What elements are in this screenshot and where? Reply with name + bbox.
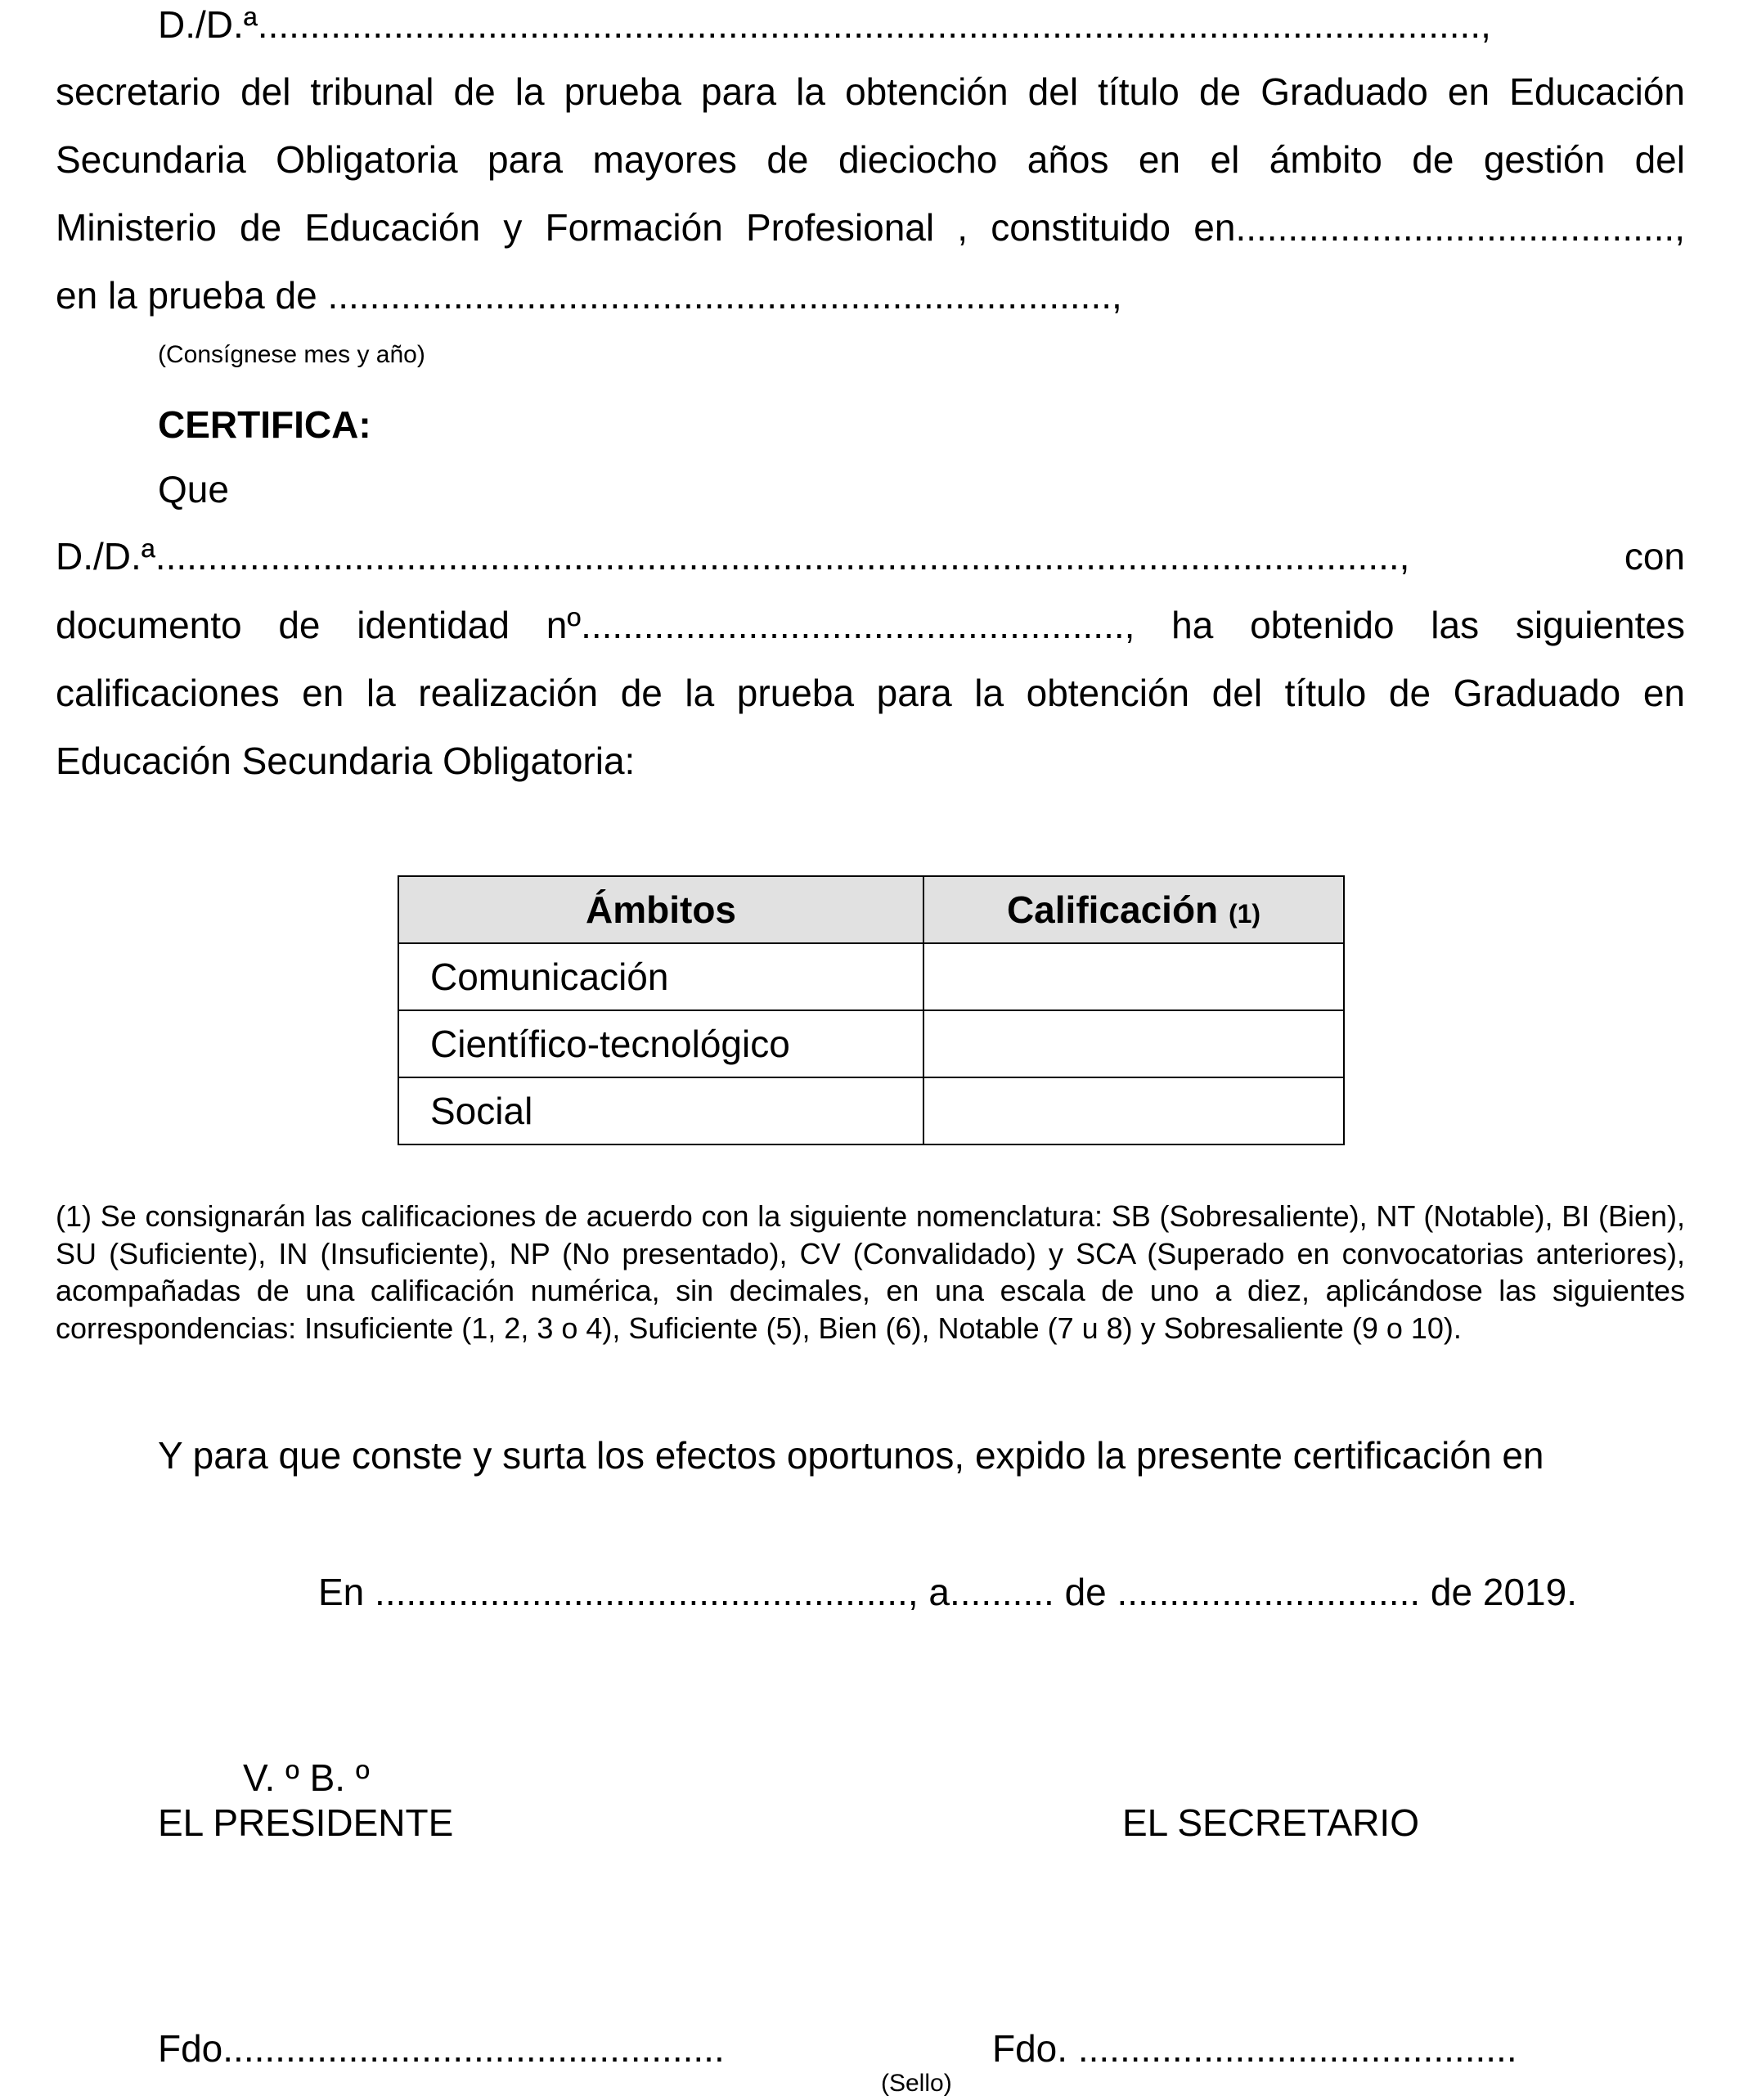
president-label: EL PRESIDENTE xyxy=(158,1801,454,1844)
ambito-cell: Comunicación xyxy=(398,943,923,1010)
header-footnote-ref: (1) xyxy=(1228,899,1261,929)
secretary-signature-line: Fdo. .......................................... xyxy=(992,2027,1517,2070)
certifica-heading: CERTIFICA: xyxy=(158,403,371,446)
ambito-cell: Social xyxy=(398,1077,923,1144)
certifica-line-4: Educación Secundaria Obligatoria: xyxy=(56,740,636,782)
header-calificacion xyxy=(923,876,1344,943)
header-line-4: Ministerio de Educación y Formación Profesional , constituido en.........................................., xyxy=(56,206,1685,249)
table-row xyxy=(398,943,1344,1010)
certifica-line-2: documento de identidad nº...................................................., ha obtenido las siguientes xyxy=(56,604,1685,646)
header-line-3: Secundaria Obligatoria para mayores de dieciocho años en el ámbito de gestión del xyxy=(56,138,1685,181)
date-hint: (Consígnese mes y año) xyxy=(158,341,425,368)
certifica-line-3: calificaciones en la realización de la prueba para la obtención del título de Graduado en xyxy=(56,672,1685,714)
calificacion-cell xyxy=(923,943,1344,1010)
president-signature-line: Fdo................................................ xyxy=(158,2027,725,2070)
table-header-row xyxy=(398,876,1344,943)
certifica-line-1: D./D.ª......................................................................................................................., con xyxy=(56,535,1685,578)
header-line-2: secretario del tribunal de la prueba para la obtención del título de Graduado en Educación xyxy=(56,70,1685,113)
ambito-cell: Científico-tecnológico xyxy=(398,1010,923,1077)
closing-statement: Y para que conste y surta los efectos oportunos, expido la presente certificación en xyxy=(158,1434,1544,1477)
calificacion-cell xyxy=(923,1077,1344,1144)
date-line: En ..................................................., a.......... de ............................. de 2019. xyxy=(318,1571,1577,1613)
header-calificacion-label: Calificación xyxy=(1006,888,1219,931)
calificacion-cell xyxy=(923,1010,1344,1077)
table-row xyxy=(398,1010,1344,1077)
que-text: Que xyxy=(158,468,229,510)
header-ambitos: Ámbitos xyxy=(398,876,923,943)
visto-bueno: V. º B. º xyxy=(243,1756,370,1799)
secretary-label: EL SECRETARIO xyxy=(1122,1801,1419,1844)
footnote: (1) Se consignarán las calificaciones de acuerdo con la siguiente nomenclatura: SB (Sobresaliente), NT (Notable), BI (Bien), SU (Suficiente), IN (Insuficiente), NP (No presentado), CV (Convalidado) y SCA (Superado en convocatorias anteriores), acompañadas de una calificación numérica, sin decimales, en una escala de uno a diez, aplicándose las siguientes correspondencias: Insuficiente (1, 2, 3 o 4), Suficiente (5), Bien (6), Notable (7 u 8) y Sobresaliente (9 o 10). xyxy=(56,1199,1685,1345)
header-line-1: D./D.ª....................................................................................................................., xyxy=(158,3,1491,46)
table-row xyxy=(398,1077,1344,1144)
seal-label: (Sello) xyxy=(881,2070,952,2097)
header-line-5: en la prueba de ..........................................................................., xyxy=(56,274,1122,317)
grades-table xyxy=(398,875,1345,1145)
